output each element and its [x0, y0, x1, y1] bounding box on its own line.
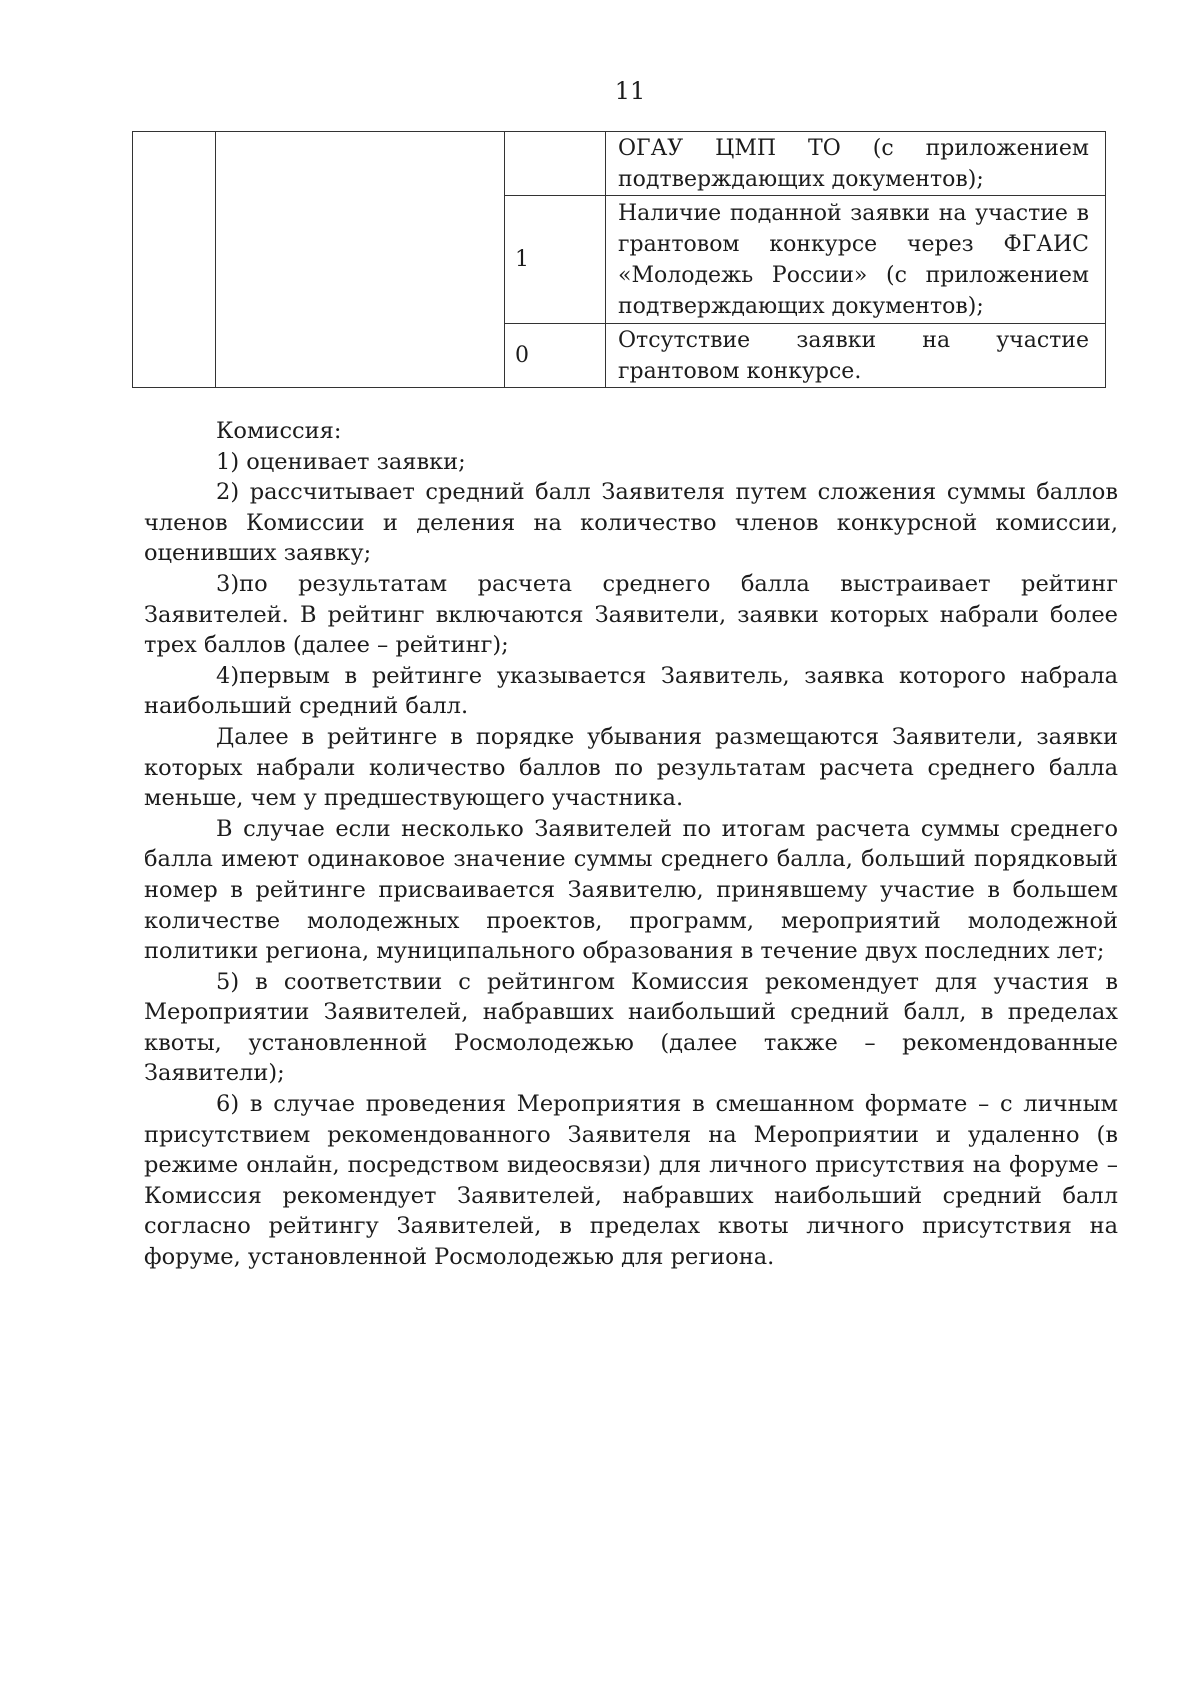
paragraph-ranking-order: Далее в рейтинге в порядке убывания размещаются Заявители, заявки которых набрали количество баллов по результатам расчета среднего балла меньше, чем у предшествующего участника.	[144, 723, 1118, 812]
paragraph-item-6: 6) в случае проведения Мероприятия в смешанном формате – с личным присутствием рекомендованного Заявителя на Мероприятии и удаленно (в режиме онлайн, посредством видеосвязи) для личного присутствия на форуме – Комиссия рекомендует Заявителей, набравших наибольший средний балл согласно рейтингу Заявителей, в пределах квоты личного присутствия на форуме, установленной Росмолодежью для региона.	[144, 1091, 1118, 1271]
table-cell-criterion: Наличие поданной заявки на участие в грантовом конкурсе через ФГАИС «Молодежь России» (с приложением подтверждающих документов);	[606, 196, 1106, 324]
table-cell-score	[505, 132, 606, 196]
table-cell-empty-b	[216, 132, 505, 388]
table-cell-score: 0	[505, 324, 606, 388]
paragraph-tie-break: В случае если несколько Заявителей по итогам расчета суммы среднего балла имеют одинаковое значение суммы среднего балла, больший порядковый номер в рейтинге присваивается Заявителю, принявшему участие в большем количестве молодежных проектов, программ, мероприятий молодежной политики региона, муниципального образования в течение двух последних лет;	[144, 815, 1118, 965]
paragraph-item-4: 4)первым в рейтинге указывается Заявитель, заявка которого набрала наибольший средний балл.	[144, 662, 1118, 720]
body-text	[144, 416, 1118, 1273]
criteria-table	[132, 131, 1106, 388]
table-row	[133, 132, 1106, 196]
table-cell-criterion: ОГАУ ЦМП ТО (с приложением подтверждающих документов);	[606, 132, 1106, 196]
table-cell-criterion: Отсутствие заявки на участие грантовом конкурсе.	[606, 324, 1106, 388]
paragraph-item-1: 1) оценивает заявки;	[216, 448, 466, 475]
table-cell-empty-a	[133, 132, 216, 388]
page-number: 11	[614, 77, 646, 105]
paragraph-item-2: 2) рассчитывает средний балл Заявителя путем сложения суммы баллов членов Комиссии и деления на количество членов конкурсной комиссии, оценивших заявку;	[144, 479, 1118, 567]
table-cell-score: 1	[505, 196, 606, 324]
paragraph-item-3: 3)по результатам расчета среднего балла выстраивает рейтинг Заявителей. В рейтинг включаются Заявители, заявки которых набрали более трех баллов (далее – рейтинг);	[144, 570, 1118, 659]
paragraph-commission-heading: Комиссия:	[216, 418, 342, 444]
paragraph-item-5: 5) в соответствии с рейтингом Комиссия рекомендует для участия в Мероприятии Заявителей, набравших наибольший средний балл, в пределах квоты, установленной Росмолодежью (далее также – рекомендованные Заявители);	[144, 968, 1118, 1087]
